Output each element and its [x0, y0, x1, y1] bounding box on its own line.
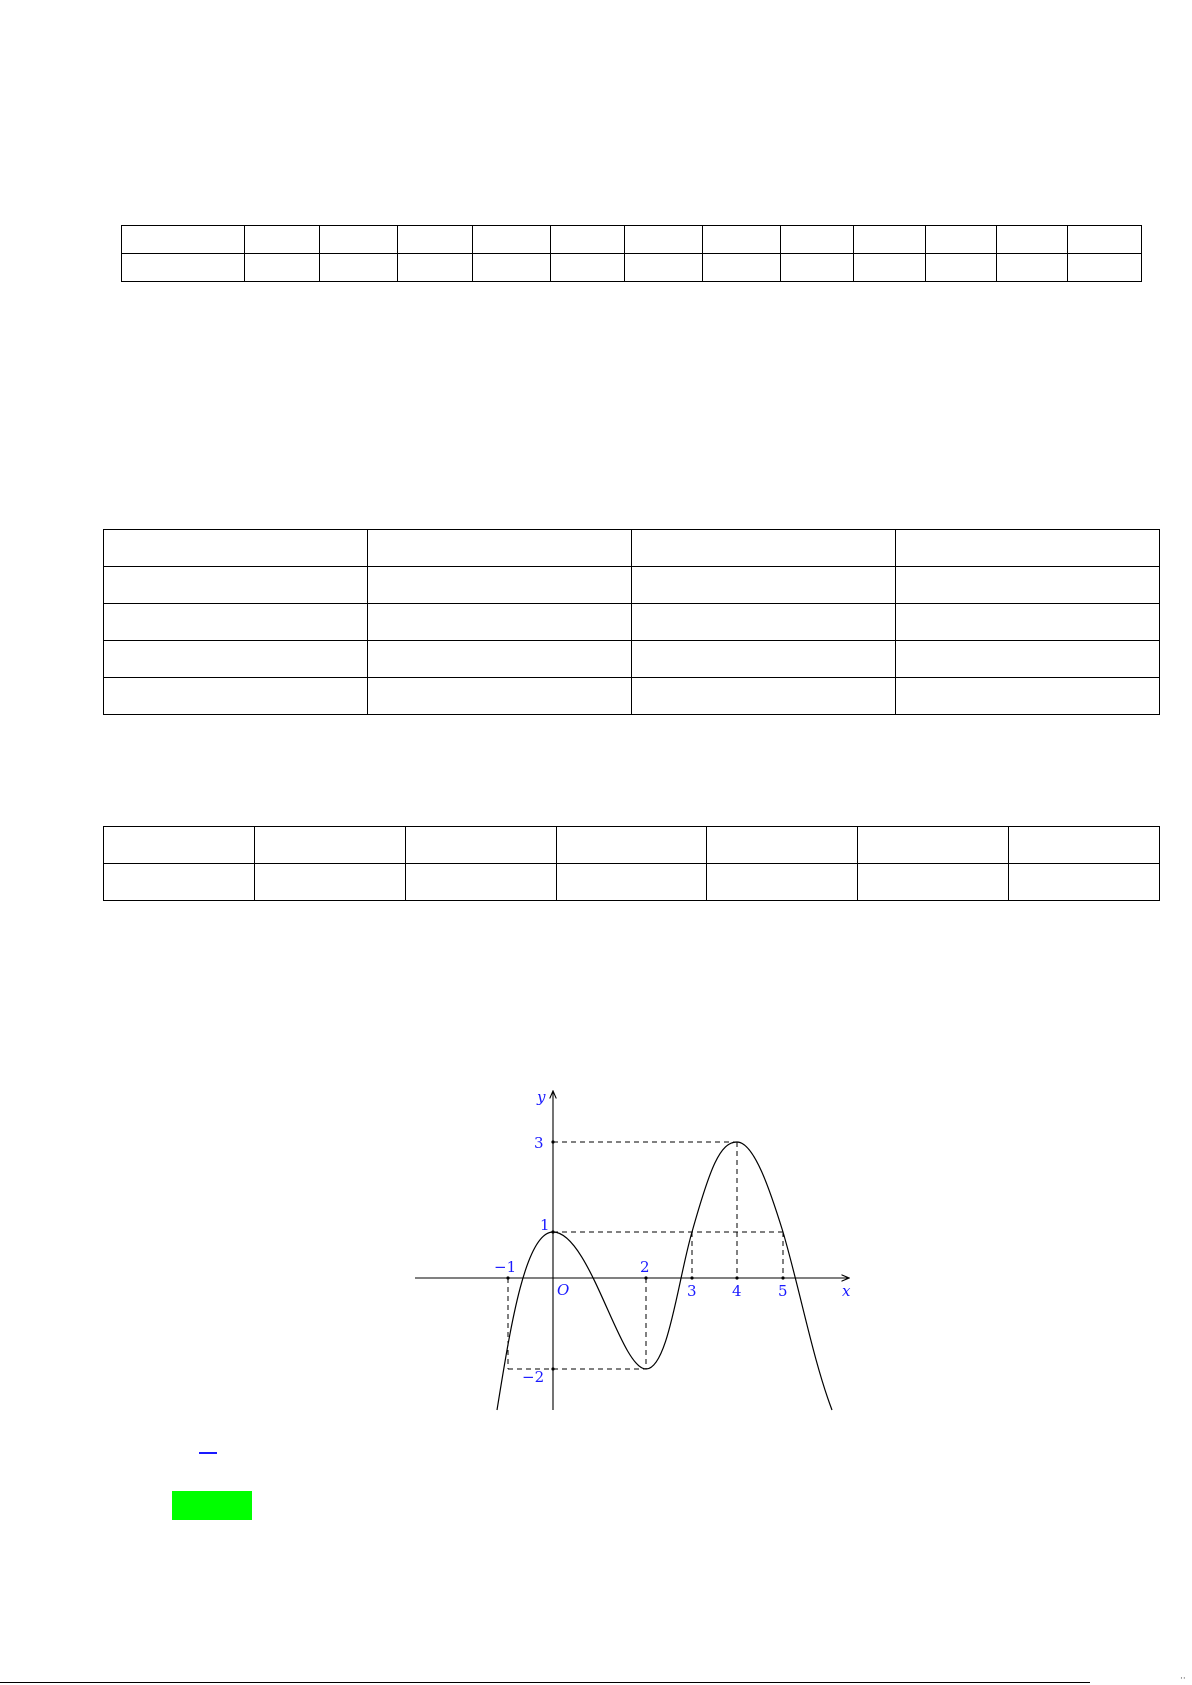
table-1 — [121, 225, 1142, 282]
table-row — [104, 604, 1160, 641]
corner-mark: ·· — [1180, 1674, 1186, 1684]
blue-underline-mark — [199, 1452, 217, 1454]
table-row — [104, 678, 1160, 715]
y-axis-label: y — [537, 1088, 546, 1106]
x-tick-label: −1 — [494, 1258, 517, 1276]
table-row — [104, 530, 1160, 567]
function-curve — [497, 1142, 832, 1410]
table-row — [104, 567, 1160, 604]
table-row — [122, 254, 1142, 282]
guide-lines — [508, 1142, 783, 1369]
y-tick-label: −2 — [522, 1368, 545, 1386]
x-tick-label: 3 — [687, 1282, 697, 1300]
table-row — [104, 864, 1160, 901]
origin-label: O — [557, 1281, 570, 1299]
y-tick-label: 3 — [534, 1134, 544, 1152]
table-3 — [103, 826, 1160, 901]
y-tick-label: 1 — [540, 1216, 550, 1234]
table-row — [104, 827, 1160, 864]
x-axis-label: x — [842, 1282, 851, 1300]
footer-divider — [0, 1682, 1090, 1683]
table-row — [104, 641, 1160, 678]
table-2 — [103, 529, 1160, 715]
function-graph — [410, 1080, 870, 1420]
x-tick-label: 2 — [640, 1258, 650, 1276]
highlight-box — [172, 1491, 252, 1520]
table-row — [122, 226, 1142, 254]
x-tick-label: 4 — [732, 1282, 742, 1300]
x-tick-label: 5 — [778, 1282, 788, 1300]
